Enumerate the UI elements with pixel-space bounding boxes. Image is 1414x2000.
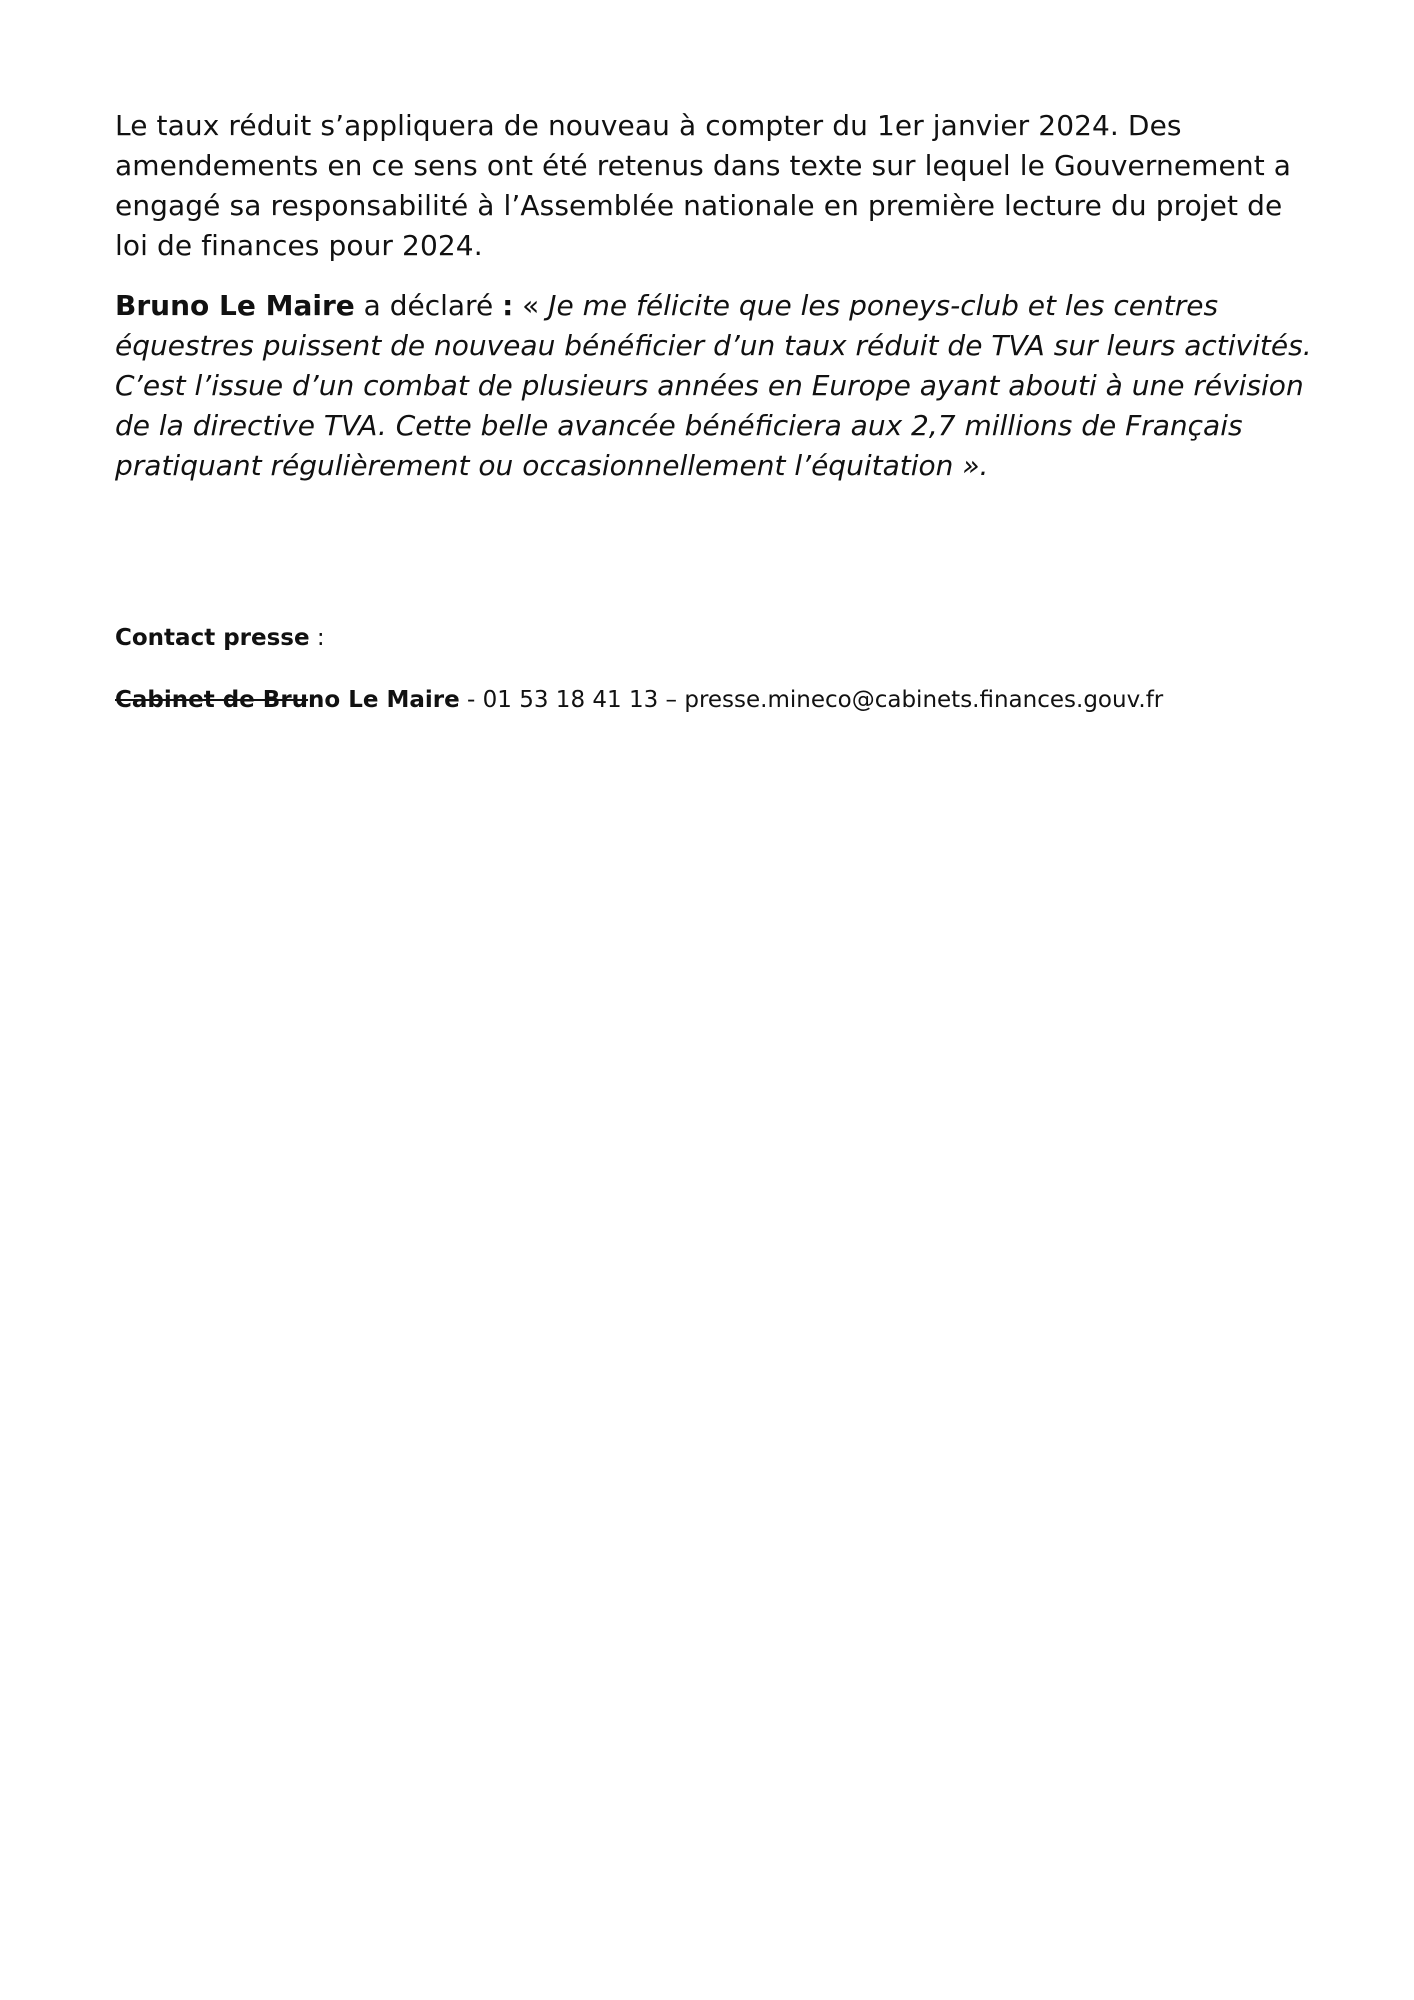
statement-paragraph [115,286,1315,486]
statement-verb: a déclaré [354,289,503,322]
contact-phone-email: - 01 53 18 41 13 – presse.mineco@cabinets.finances.gouv.fr [459,687,1164,713]
statement-colon: : [502,289,514,322]
cabinet-name: no Le Maire [308,687,460,713]
document-body [115,106,1315,486]
open-quote-mark: « [513,289,549,322]
statement-quote: Je me félicite que les poneys-club et les centres équestres puissent de nouveau bénéficier d’un taux réduit de TVA sur leurs activités. C’est l’issue d’un combat de plusieurs années en Europe ayant abouti à une révision de la directive TVA. Cette belle avancée bénéficiera aux 2,7 millions de Français pratiquant régulièrement ou occasionnellement l’équitation ». [115,289,1312,482]
speaker-name: Bruno Le Maire [115,289,355,322]
contact-label-suffix: : [309,625,325,651]
intro-paragraph: Le taux réduit s’appliquera de nouveau à compter du 1er janvier 2024. Des amendements en ce sens ont été retenus dans texte sur lequel le Gouvernement a engagé sa responsabilité à l’Assemblée nationale en première lecture du projet de loi de finances pour 2024. [115,109,1292,262]
cabinet-name-struck: Cabinet de Bru [115,687,309,713]
contact-details-line [115,685,1163,715]
contact-label: Contact presse [115,625,310,651]
contact-heading [115,623,325,653]
